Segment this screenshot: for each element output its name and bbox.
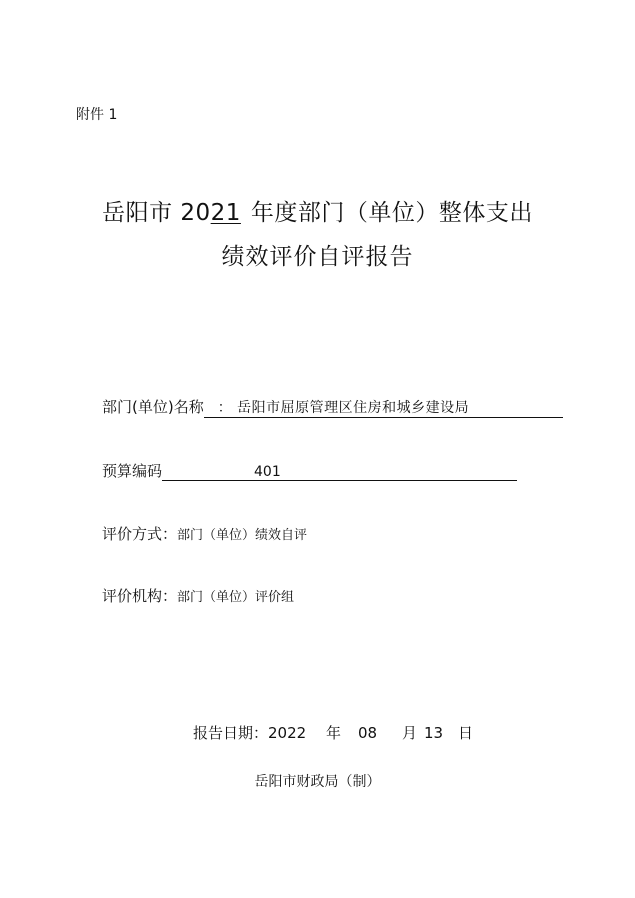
eval-org-row [102, 585, 294, 606]
report-day-unit: 日 [458, 724, 474, 742]
dept-name-value: 岳阳市屈原管理区住房和城乡建设局 [237, 400, 470, 416]
eval-method-value: 部门（单位）绩效自评 [177, 528, 308, 543]
report-title-line1 [0, 194, 635, 227]
budget-code-label: 预算编码 [102, 462, 163, 480]
title-rest: 年度部门（单位）整体支出 [250, 200, 533, 226]
title-prefix: 岳阳市 20 [102, 200, 211, 226]
dept-name-label: 部门(单位)名称 [102, 398, 204, 416]
report-date-label: 报告日期： [193, 724, 269, 742]
report-month: 08 [358, 724, 378, 742]
eval-org-value: 部门（单位）评价组 [177, 590, 295, 605]
report-title-line2: 绩效评价自评报告 [221, 244, 414, 270]
issuer: 岳阳市财政局（制） [254, 774, 381, 790]
budget-code-row [102, 460, 517, 481]
eval-org-label: 评价机构： [102, 587, 178, 605]
budget-code-value: 401 [162, 464, 517, 481]
dept-name-value-field [204, 397, 563, 418]
report-year-unit: 年 [326, 724, 342, 742]
eval-method-row [102, 523, 307, 544]
eval-method-label: 评价方式： [102, 525, 178, 543]
dept-colon: ： [217, 400, 233, 416]
attachment-label: 附件 1 [76, 107, 118, 123]
report-day: 13 [424, 724, 444, 742]
dept-name-row [102, 396, 563, 418]
report-month-unit: 月 [402, 724, 418, 742]
report-date [193, 722, 473, 743]
report-year: 2022 [268, 724, 307, 742]
title-year-suffix: 21 [210, 200, 241, 226]
